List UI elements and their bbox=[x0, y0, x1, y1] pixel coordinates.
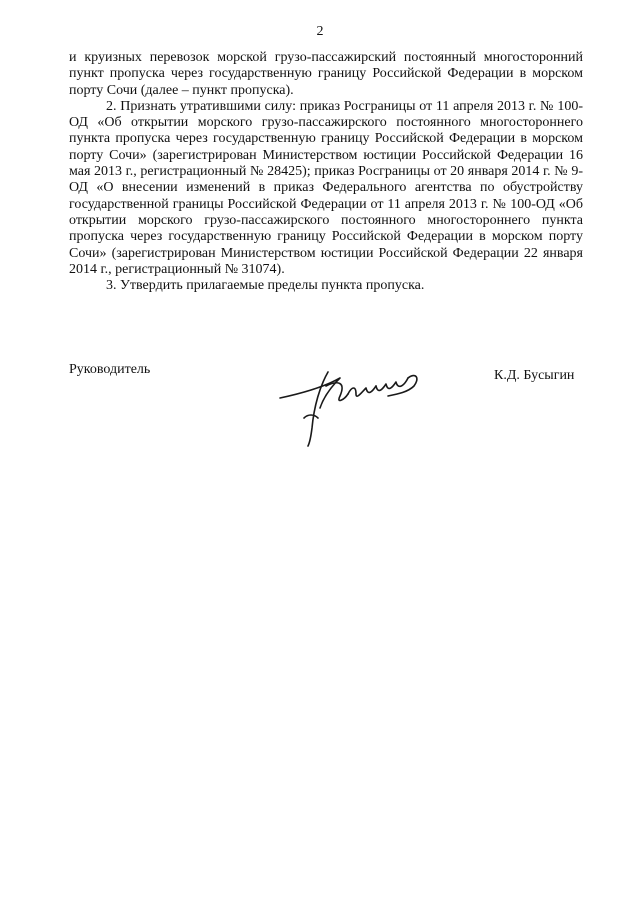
handwritten-signature bbox=[268, 356, 428, 448]
page-number: 2 bbox=[316, 24, 324, 39]
paragraph-item-2: 2. Признать утратившими силу: приказ Росграницы от 11 апреля 2013 г. № 100-ОД «Об открытии морского грузо-пассажирского постоянного многостороннего пункта пропуска через государственную границу Российской Федерации в морском порту Сочи» (зарегистрирован Министерством юстиции Российской Федерации 16 мая 2013 г., регистрационный № 28425); приказ Росграницы от 20 января 2014 г. № 9-ОД «О внесении изменений в приказ Федерального агентства по обустройству государственной границы Российской Федерации от 11 апреля 2013 г. № 100-ОД «Об открытии морского грузо-пассажирского постоянного многостороннего пункта пропуска через государственную границу Российской Федерации в морском порту Сочи» (зарегистрирован Министерством юстиции Российской Федерации 22 января 2014 г., регистрационный № 31074). bbox=[69, 98, 583, 277]
paragraph-continuation: и круизных перевозок морской грузо-пассажирский постоянный многосторонний пункт пропуска через государственную границу Российской Федерации в морском порту Сочи (далее – пункт пропуска). bbox=[69, 50, 583, 98]
paragraph-item-3: 3. Утвердить прилагаемые пределы пункта пропуска. bbox=[106, 278, 425, 294]
document-body bbox=[69, 50, 583, 294]
signatory-name: К.Д. Бусыгин bbox=[494, 368, 575, 383]
signatory-role: Руководитель bbox=[69, 362, 151, 377]
signature-graphic bbox=[268, 356, 428, 448]
